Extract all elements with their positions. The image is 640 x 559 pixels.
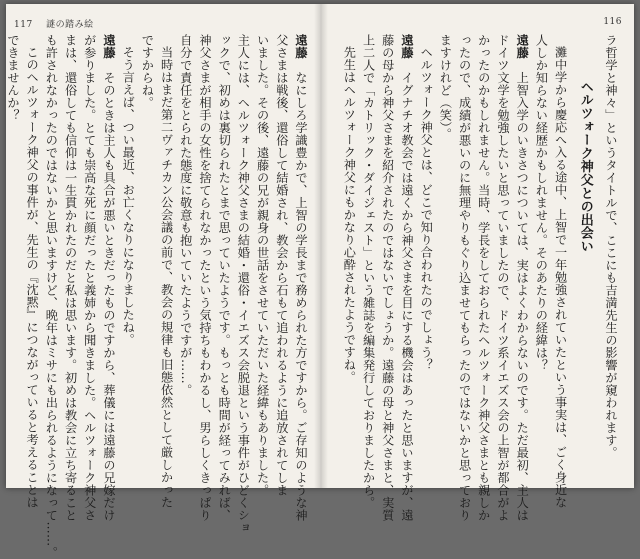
text-line: ですからね。 bbox=[140, 34, 155, 109]
speaker-label: 遠藤 bbox=[101, 34, 116, 59]
text-line: 主人には、ヘルツォーク神父さまの結婚・還俗・イエズス会脱退という事件がひどくショ bbox=[236, 34, 251, 534]
section-heading: ヘルツォーク神父との出会い bbox=[577, 79, 593, 253]
answer-line bbox=[99, 34, 118, 522]
answer-line bbox=[397, 34, 416, 522]
speaker-label: 遠藤 bbox=[399, 34, 414, 59]
text-line: ますけれど（笑）。 bbox=[438, 34, 453, 141]
question-line: ヘルツォーク神父とは、どこで知り合われたのでしょう？ bbox=[419, 46, 434, 372]
text-line: も許されなかったのではないかと思いますけど、晩年はミサにも出られるようになって……。 bbox=[44, 34, 59, 559]
running-title: 謎の踏み絵 bbox=[46, 20, 94, 30]
text-line: ックで、初めは裏切られたとまで思っていたようです。もっとも時間が経ってみれば、 bbox=[217, 34, 232, 522]
text-line: まは、還俗しても信仰は一生貫かれたのだと私は思います。初めは教会に立ち寄ること bbox=[63, 34, 78, 522]
book-spread bbox=[5, 4, 634, 559]
left-page-header bbox=[14, 17, 94, 30]
text-line: かったのかもしれません。当時、学長をしておられたヘルツォーク神父さまとも親しか bbox=[476, 34, 491, 522]
text-line: ったので、成績が悪いのに無理やりもぐり込ませてもらったのではないかと思っており bbox=[457, 34, 472, 522]
left-page-text bbox=[5, 34, 310, 559]
question-line: 先生はヘルツォーク神父にもかなり心酔されたようですね。 bbox=[342, 46, 357, 384]
text-line: ラ哲学と神々」というタイトルで、ここにも吉満先生の影響が窺われます。 bbox=[604, 34, 618, 459]
right-page-number: 116 bbox=[603, 17, 622, 27]
text-line: いました。その後、遠藤の兄が親身の世話をさせていただいた経緯もありました。 bbox=[255, 34, 270, 497]
speaker-label: 遠藤 bbox=[294, 34, 308, 59]
question-line: そう言えば、つい最近、お亡くなりになりましたね。 bbox=[121, 46, 136, 347]
answer-text: なにしろ学識豊かで、上智の学長まで務められた方ですから。ご存知のような神 bbox=[294, 71, 308, 522]
text-line: 藤の母から神父さまを紹介されたのではないでしょうか。遠藤の母と神父さまと、実質 bbox=[380, 34, 395, 522]
speaker-label: 遠藤 bbox=[515, 34, 530, 59]
text-line: 自分で責任をとられた態度に敬意も抱いていたようですが……。 bbox=[178, 34, 193, 397]
text-line: 当時はまだ第二ヴァチカン公会議の前で、教会の規律も旧態依然として厳しかった bbox=[159, 46, 174, 509]
answer-text: 上智入学のいきさつについては、実はよくわからないのです。ただ最初、主人は bbox=[515, 71, 530, 522]
answer-line bbox=[291, 34, 310, 522]
text-line: ドイツ文学を勉強したいと思っていましたので、ドイツ系イエズス会の上智が都合がよ bbox=[495, 34, 510, 522]
text-line: が参りました。とても崇高な死に顔だったと義姉から聞きました。ヘルツォーク神父さ bbox=[82, 34, 97, 522]
question-line: 灘中学から慶応へ入る途中、上智で一年勉強されていたという事実は、ごく身近な bbox=[553, 46, 568, 509]
book-gutter bbox=[314, 4, 328, 488]
text-line: 上二人で「カトリック・ダイジェスト」という雑誌を編集発行しておりましたから。 bbox=[361, 34, 376, 509]
right-page-header bbox=[603, 17, 622, 27]
text-line: 神父さまが相手の女性を捨てられなかったという気持ちもわかるし、男らしくきっぱり bbox=[197, 34, 212, 522]
left-page-number: 117 bbox=[14, 20, 33, 30]
question-line: 人しか知らない経歴かもしれません。そのあたりの経緯は？ bbox=[534, 34, 549, 372]
answer-line bbox=[512, 34, 531, 522]
right-page-text bbox=[340, 34, 620, 522]
question-line: できませんか？ bbox=[5, 34, 20, 122]
answer-text: そのときは主人も具合が悪いときだったものですから、葬儀には遠藤の兄嫁だけ bbox=[101, 71, 116, 522]
text-line: 父さまは戦後、還俗して結婚され、教会から石もて追われるように追放されてしま bbox=[274, 34, 289, 497]
question-line: このヘルツォーク神父の事件が、先生の『沈黙』につながっていると考えることは bbox=[25, 46, 40, 509]
answer-text: イグナチオ教会では遠くから神父さまを目にする機会はあったと思いますが、遠 bbox=[399, 71, 414, 522]
